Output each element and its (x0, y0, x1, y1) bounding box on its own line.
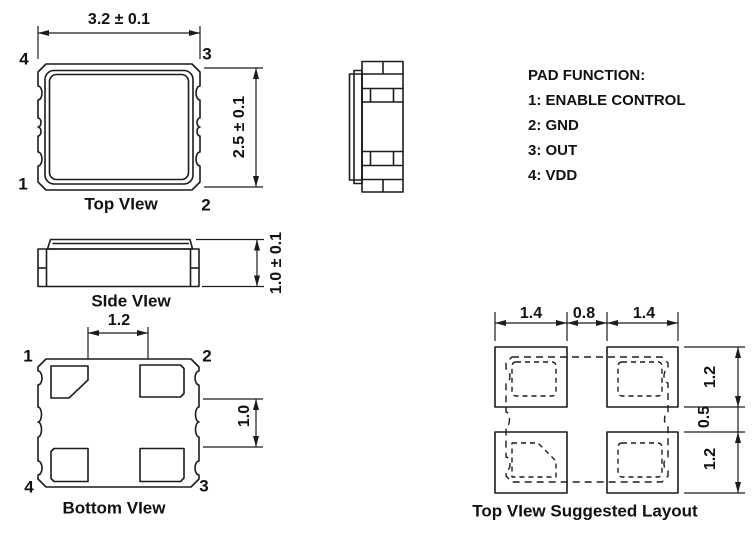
bottom-pad-4 (51, 449, 88, 482)
side-view-height-dim: 1.0 ± 0.1 (268, 231, 285, 295)
top-view-pin-1: 1 (18, 174, 28, 194)
top-view-drawing (38, 26, 263, 190)
top-view-height-dim: 2.5 ± 0.1 (231, 95, 248, 159)
bottom-view-pad-width-dim: 1.2 (107, 312, 131, 329)
top-view-caption: Top VIew (84, 194, 158, 214)
pad-function-item-1: 1: ENABLE CONTROL (528, 92, 686, 109)
layout-dim-center-gap: 0.8 (572, 305, 596, 322)
bottom-view-drawing (38, 327, 263, 487)
side-view-caption: SIde VIew (91, 291, 171, 311)
bottom-view-pin-2: 2 (202, 346, 212, 366)
pad-function-title: PAD FUNCTION: (528, 67, 646, 84)
bottom-pad-1 (51, 366, 88, 398)
pad-function-item-2: 2: GND (528, 117, 579, 134)
bottom-view-caption: Bottom VIew (62, 498, 166, 518)
top-view-pin-2: 2 (201, 195, 211, 215)
bottom-pad-2 (140, 365, 184, 397)
pad-function-block (528, 63, 686, 188)
layout-dim-right-pad: 1.4 (632, 305, 656, 322)
layout-dim-left-pad: 1.4 (519, 305, 543, 322)
layout-dim-mid-gap: 0.5 (696, 405, 713, 429)
pad-function-item-3: 3: OUT (528, 142, 578, 159)
bottom-view-pin-3: 3 (199, 476, 209, 496)
top-view-pin-4: 4 (19, 49, 29, 69)
bottom-view-pin-1: 1 (23, 346, 33, 366)
layout-dim-bottom-height: 1.2 (702, 447, 719, 471)
bottom-view-pad-gap-dim: 1.0 (236, 404, 253, 428)
pad-function-item-4: 4: VDD (528, 167, 578, 184)
top-view-pin-3: 3 (202, 44, 212, 64)
end-view-drawing (350, 62, 404, 193)
bottom-view-pin-4: 4 (24, 477, 34, 497)
layout-caption: Top VIew Suggested Layout (472, 501, 698, 521)
layout-dim-top-height: 1.2 (702, 365, 719, 389)
bottom-pad-3 (140, 449, 184, 482)
side-view-drawing (38, 240, 264, 287)
top-view-width-dim: 3.2 ± 0.1 (87, 11, 151, 28)
